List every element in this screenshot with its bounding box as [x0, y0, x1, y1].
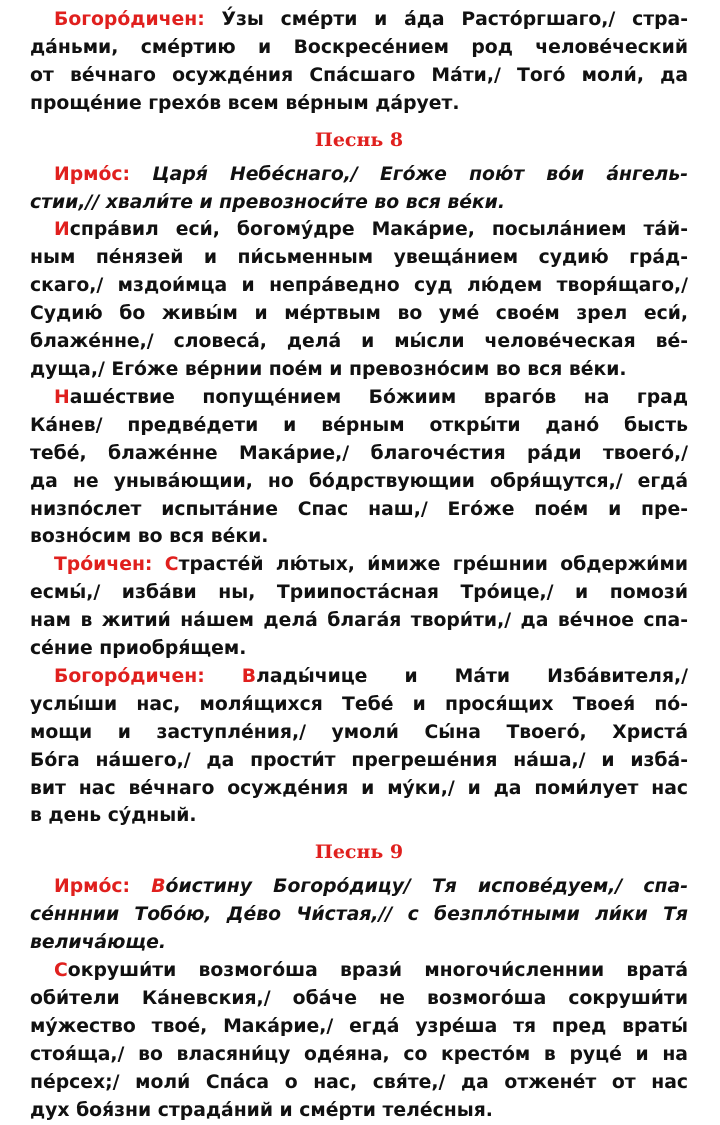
text-line: [30, 523, 688, 551]
drop-initial: В: [241, 665, 257, 687]
line-text: трасте́й лю́тых, и́миже гре́шнии обдержи́ми: [178, 554, 688, 576]
line-text: аше́ствие попуще́нием Бо́жиим враго́в на град: [69, 386, 688, 408]
drop-initial: И: [54, 219, 70, 241]
paragraph-troparion-8-2: [30, 384, 688, 551]
text-line: [30, 607, 688, 635]
line-text: Царя́ Небе́снаго,/ Его́же пою́т во́и а́нгель-: [130, 163, 688, 185]
drop-initial: С: [164, 554, 179, 576]
line-text: да́ньми, сме́ртию и Воскресе́нием род челове́ческий: [30, 36, 688, 58]
line-text: о́истину Богоро́дицу/ Тя испове́дуем,/ спа-: [165, 876, 688, 898]
line-text: му́жество твое́, Мака́рие,/ егда́ узре́ша тя пред враты́: [30, 1015, 688, 1037]
line-text: проще́ние грехо́в всем ве́рным да́рует.: [30, 92, 460, 114]
text-line: [30, 468, 688, 496]
text-line: [30, 802, 688, 830]
text-line: [30, 34, 688, 62]
line-text: Бо́га на́шего,/ да прости́т прегреше́ния на́ша,/ и изба́-: [30, 749, 688, 771]
line-text: скаго,/ мздои́мца и непра́ведно суд лю́дем творя́щаго,/: [30, 275, 688, 297]
text-line: [30, 1013, 688, 1041]
text-line: [30, 356, 688, 384]
line-text: оби́тели Ка́невския,/ оба́че не возмого́ша сокруши́ти: [30, 988, 688, 1009]
line-text: дух боя́зни страда́ний и сме́рти теле́сныя.: [30, 1099, 493, 1121]
paragraph-troparion-8-1: [30, 216, 688, 383]
section-heading-pesn-8: Песнь 8: [314, 128, 404, 151]
text-line: [30, 929, 688, 957]
text-line: [30, 328, 688, 356]
rubric-label: Ирмо́с:: [54, 876, 131, 898]
rubric-label: Тро́ичен:: [54, 554, 153, 576]
text-line: [30, 216, 688, 244]
text-line: [30, 62, 688, 90]
text-line: [30, 579, 688, 607]
line-text: пе́рсех;/ моли́ Спа́са о нас, свя́те,/ да отжене́т от нас: [30, 1071, 688, 1093]
drop-initial: Н: [54, 386, 70, 408]
line-text: в день су́дный.: [30, 805, 197, 827]
paragraph-irmos-8: [30, 161, 688, 217]
text-line: [30, 873, 688, 901]
rubric-label: Богоро́дичен:: [54, 9, 205, 30]
text-line: [30, 496, 688, 524]
paragraph-bogorodichen-1: [30, 6, 688, 118]
line-text: дуща,/ Его́же ве́рнии пое́м и превозно́сим во вся ве́ки.: [30, 358, 627, 380]
line-text: ным пе́нязей и пи́сьменным увеща́нием судию́ гра́д-: [30, 247, 688, 269]
line-text: низпо́слет испыта́ние Спас наш,/ Его́же пое́м и пре-: [30, 498, 688, 520]
text-line: [30, 747, 688, 775]
line-text: У́зы сме́рти и а́да Расто́ргшаго,/ стра-: [204, 9, 688, 30]
text-line: [30, 440, 688, 468]
line-text: лады́чице и Ма́ти Изба́вителя,/: [256, 665, 688, 687]
paragraph-troichen-8: [30, 551, 688, 663]
paragraph-irmos-9: [30, 873, 688, 957]
line-text: вит нас ве́чнаго осужде́ния и му́ки,/ и да поми́лует нас: [30, 777, 688, 799]
paragraph-bogorodichen-8: [30, 663, 688, 830]
line-text: мощи и заступле́ния,/ умоли́ Сы́на Твоего́, Христа́: [30, 721, 688, 743]
text-line: [30, 551, 688, 579]
text-line: [30, 6, 688, 34]
line-text: окруши́ти возмого́ша врази́ многочи́сленнии врата́: [67, 960, 688, 982]
text-line: [30, 663, 688, 691]
section-heading-pesn-9: Песнь 9: [314, 841, 404, 864]
line-text: стоя́ща,/ во власяни́цу оде́яна, со кресто́м в руце́ и на: [30, 1043, 688, 1065]
text-line: [30, 300, 688, 328]
text-line: [30, 985, 688, 1013]
line-text: тебе́, блаже́нне Мака́рие,/ благоче́стия ра́ди твоего́,/: [30, 442, 688, 464]
text-line: [30, 189, 688, 217]
line-text: Ка́нев/ предве́дети и ве́рным откры́ти дано́ бысть: [30, 414, 688, 436]
text-line: [30, 775, 688, 803]
text-line: [30, 272, 688, 300]
line-text: велича́юще.: [30, 932, 166, 954]
text-line: [30, 384, 688, 412]
paragraph-troparion-9-1: [30, 957, 688, 1124]
text-line: [30, 161, 688, 189]
line-text: да не уныва́ющии, но бо́дрствующии обря́щутся,/ егда́: [30, 470, 688, 492]
line-text: есмы́,/ изба́ви ны, Триипоста́сная Тро́ице,/ и помози́: [30, 582, 688, 604]
rubric-label: Богоро́дичен:: [54, 665, 205, 687]
text-line: [30, 901, 688, 929]
drop-initial: В: [151, 876, 166, 898]
line-text: се́нннии Тобо́ю, Де́во Чи́стая,// с безпло́тными ли́ки Тя: [30, 904, 688, 926]
line-text: блаже́нне,/ словеса́, дела́ и мы́сли челове́ческая ве́-: [30, 331, 688, 353]
text-line: [30, 90, 688, 118]
text-line: [30, 719, 688, 747]
text-line: [30, 957, 688, 985]
text-line: [30, 635, 688, 663]
line-text: услы́ши нас, моля́щихся Тебе́ и прося́щих Твоея́ по́-: [30, 693, 688, 715]
text-line: [30, 412, 688, 440]
text-line: [30, 1041, 688, 1069]
text-line: [30, 1097, 688, 1125]
text-line: [30, 691, 688, 719]
line-text: Судию́ бо живы́м и ме́ртвым во уме́ свое́м зрел еси́,: [30, 303, 688, 325]
line-text: нам в житии́ на́шем дела́ блага́я твори́ти,/ да ве́чное спа-: [30, 610, 688, 632]
text-line: [30, 244, 688, 272]
line-text: возно́сим во вся ве́ки.: [30, 526, 269, 548]
drop-initial: С: [54, 960, 68, 982]
rubric-label: Ирмо́с:: [54, 163, 131, 185]
line-text: спра́вил еси́, богому́дре Мака́рие, посыла́нием та́й-: [69, 219, 688, 241]
line-text: се́ние приобря́щем.: [30, 638, 247, 660]
line-text: от ве́чнаго осужде́ния Спа́сшаго Ма́ти,/ Того́ моли́, да: [30, 64, 688, 86]
line-text: стии,// хвали́те и превозноси́те во вся ве́ки.: [30, 191, 505, 213]
